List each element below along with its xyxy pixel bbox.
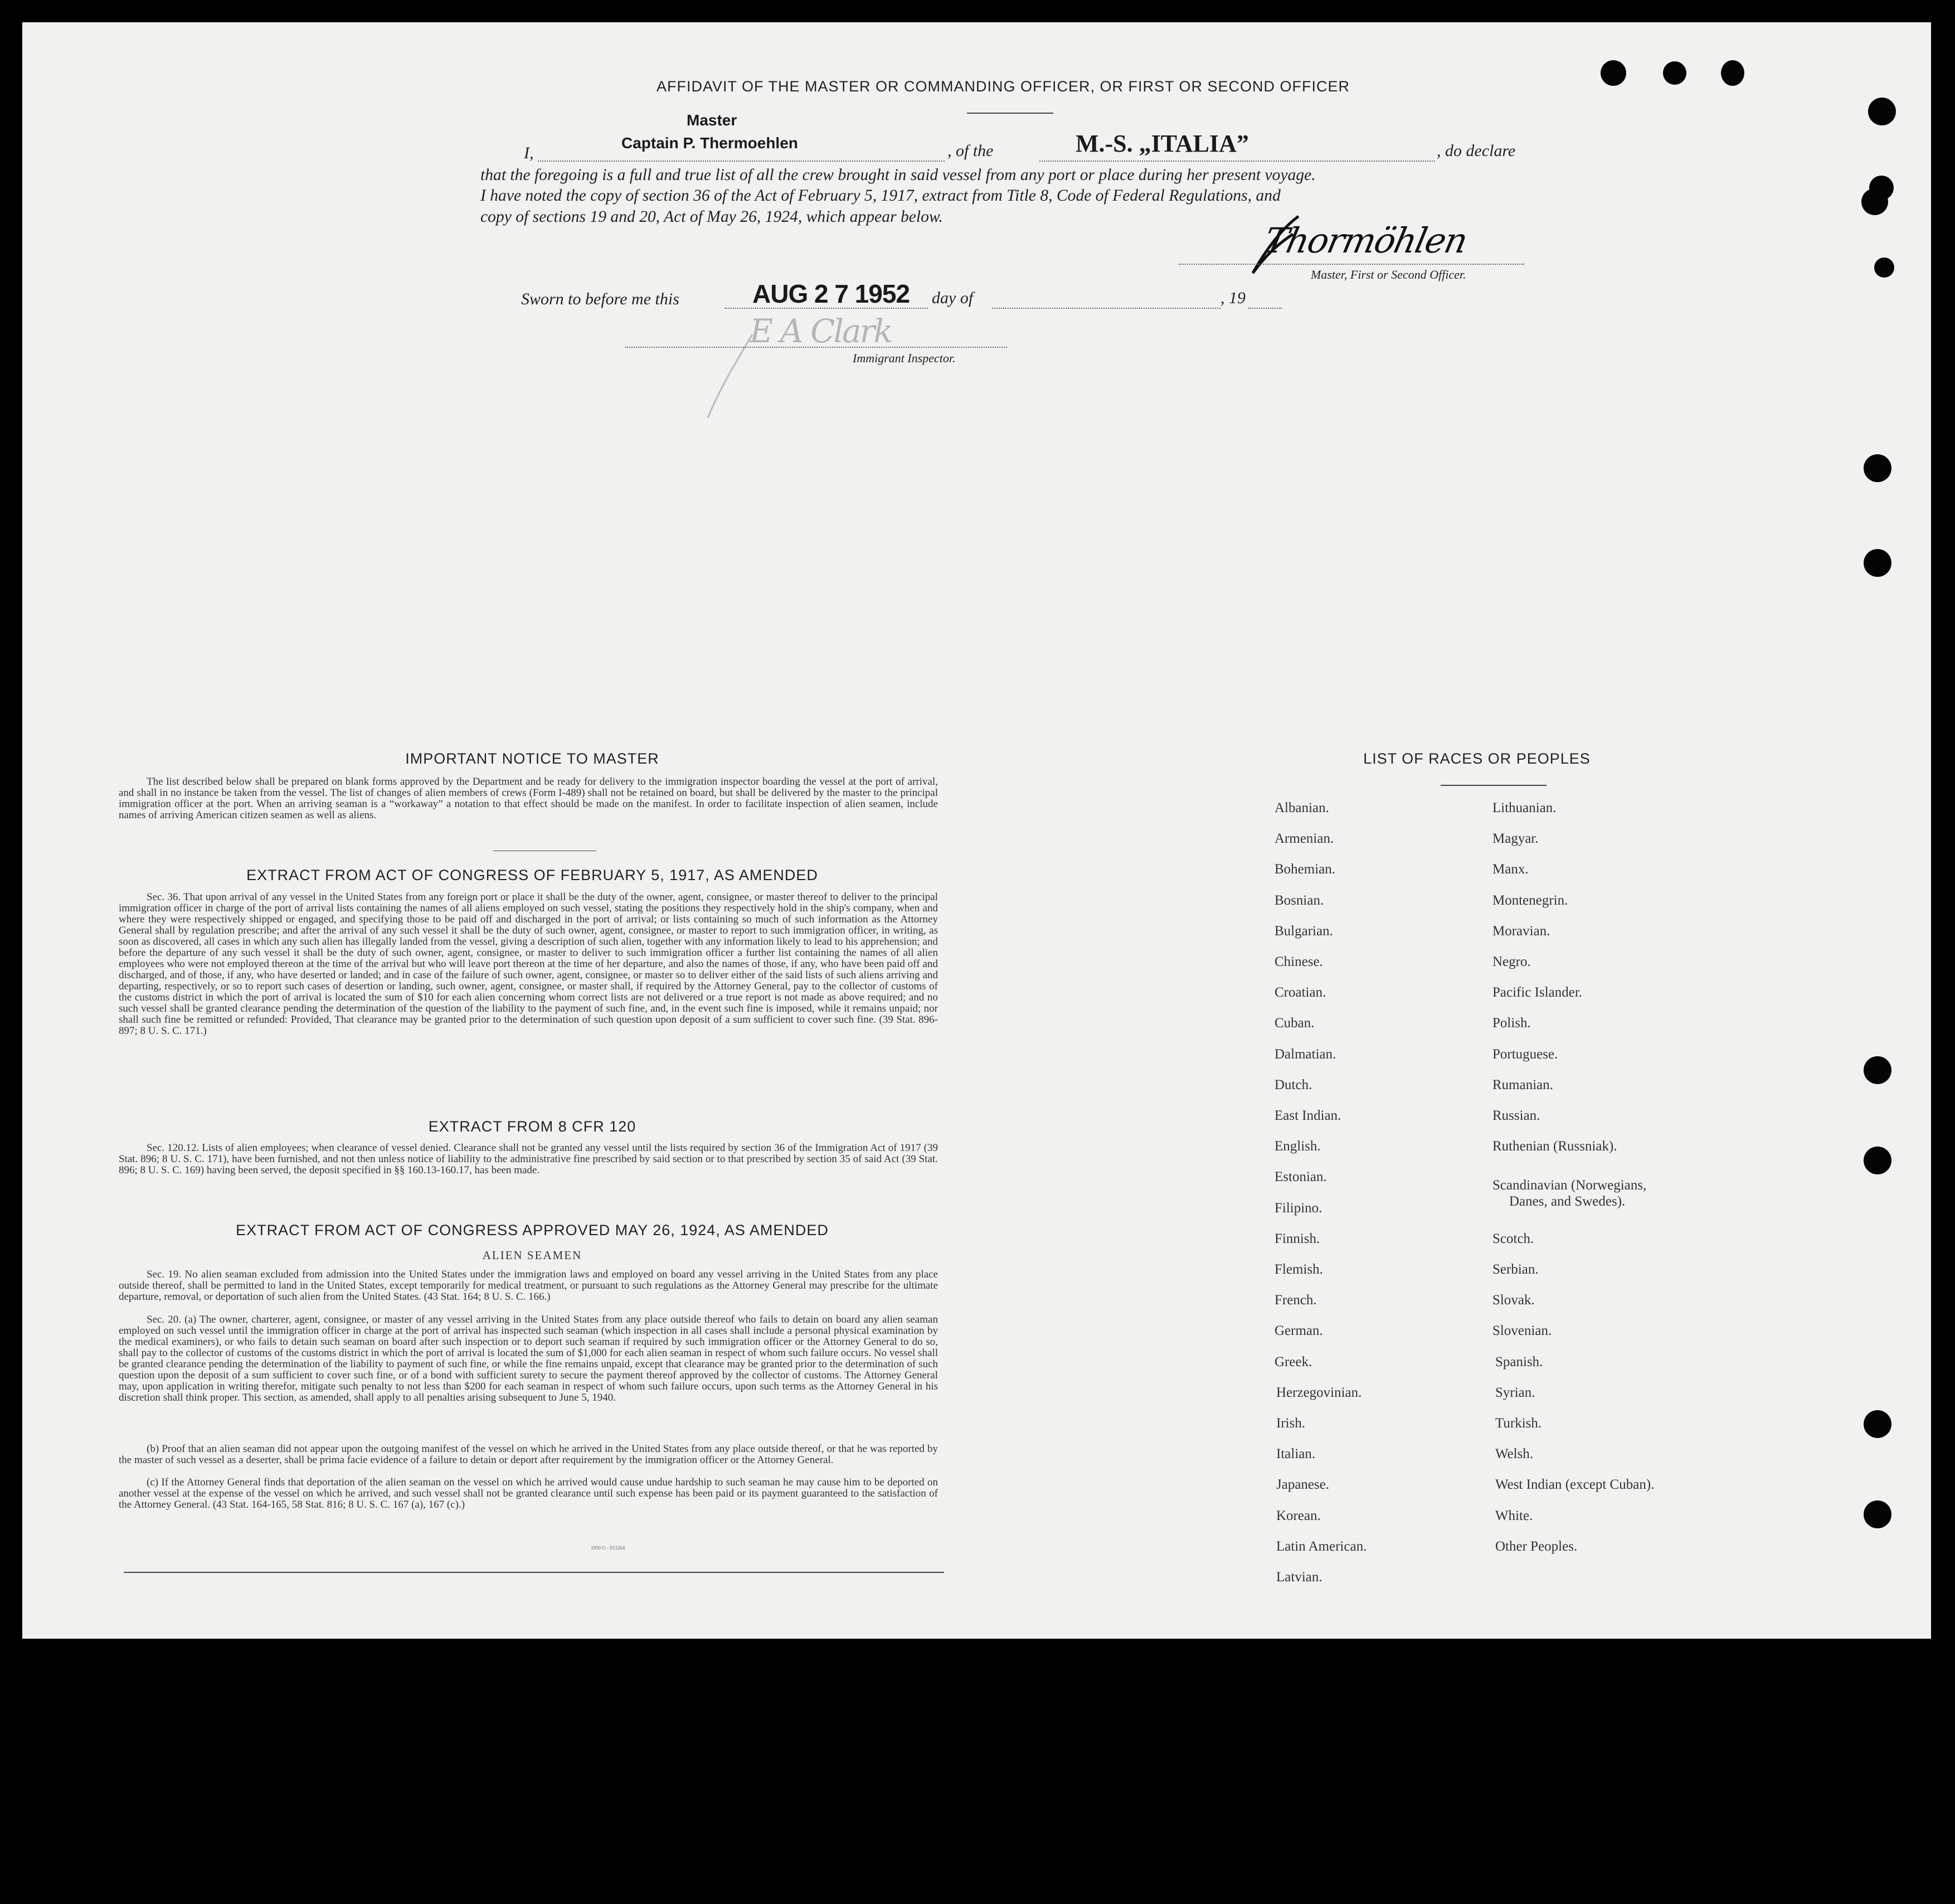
race-item: Montenegrin. xyxy=(1492,892,1568,908)
race-item: Russian. xyxy=(1492,1108,1540,1123)
race-item: Lithuanian. xyxy=(1492,800,1557,815)
punch-hole-right-6 xyxy=(1864,549,1891,577)
captain-name-line xyxy=(538,161,945,162)
race-item: Serbian. xyxy=(1492,1262,1539,1277)
race-item: White. xyxy=(1495,1508,1533,1523)
race-item: Japanese. xyxy=(1276,1477,1330,1493)
race-item: East Indian. xyxy=(1275,1108,1341,1123)
race-item: Turkish. xyxy=(1495,1416,1542,1431)
inspector-signature-line xyxy=(625,347,1007,348)
notice-title: IMPORTANT NOTICE TO MASTER xyxy=(405,750,659,767)
race-item: Italian. xyxy=(1276,1446,1316,1462)
race-item: Polish. xyxy=(1492,1016,1531,1031)
race-item: Dalmatian. xyxy=(1275,1046,1336,1062)
extract-1917-title: EXTRACT FROM ACT OF CONGRESS OF FEBRUARY 5, 1917, AS AMENDED xyxy=(246,867,818,883)
punch-hole-right-9 xyxy=(1864,1410,1891,1438)
race-item: Dutch. xyxy=(1275,1077,1312,1092)
day-of-label: day of xyxy=(932,289,974,307)
race-item: Other Peoples. xyxy=(1495,1538,1578,1554)
race-item: English. xyxy=(1275,1139,1321,1154)
races-title-underline xyxy=(1441,785,1547,786)
master-caption: Master, First or Second Officer. xyxy=(1311,268,1466,281)
race-item: Armenian. xyxy=(1275,831,1334,847)
race-item: West Indian (except Cuban). xyxy=(1495,1477,1655,1493)
sworn-date-line xyxy=(724,308,928,309)
race-item: Herzegovinian. xyxy=(1276,1385,1362,1400)
race-item: Latvian. xyxy=(1276,1570,1322,1585)
declaration-line-4: copy of sections 19 and 20, Act of May 26, 1924, which appear below. xyxy=(480,208,943,226)
punch-hole-right-8 xyxy=(1864,1147,1891,1174)
extract-1924-sec19: Sec. 19. No alien seaman excluded from admission into the United States under the immigration laws and employed on board any vessel arriving in the United States from any place outside thereof, shall be permitted to land in the United States, except temporarily for medical treatment, or pursuant to such regulations as the Attorney General may prescribe for the ultimate departure, removal, or deportation of such alien from the United States. (43 Stat. 164; 8 U. S. C. 166.) xyxy=(119,1269,938,1303)
punch-hole-right-10 xyxy=(1864,1500,1891,1528)
do-declare-label: , do declare xyxy=(1437,142,1516,160)
affidavit-title: AFFIDAVIT OF THE MASTER OR COMMANDING OFFICER, OR FIRST OR SECOND OFFICER xyxy=(656,78,1350,95)
race-item: Cuban. xyxy=(1275,1016,1315,1031)
race-item: Spanish. xyxy=(1495,1354,1543,1369)
inspector-signature: E A Clark xyxy=(750,312,892,350)
of-the-label: , of the xyxy=(947,142,994,160)
race-item: Estonian. xyxy=(1275,1169,1327,1185)
race-item: Rumanian. xyxy=(1492,1077,1554,1092)
extract-1924-sec20b: (b) Proof that an alien seaman did not appear upon the outgoing manifest of the vessel on which he arrived in the United States from any place outside thereof, or that he was reported by the master of such vessel as a deserter, shall be prima facie evidence of a failure to detain or deport after requirement by the immigration officer or the Attorney General. xyxy=(119,1443,938,1466)
race-item: Croatian. xyxy=(1275,985,1326,1000)
i-label: I, xyxy=(524,144,534,162)
race-item: French. xyxy=(1275,1293,1317,1308)
punch-hole-top-2 xyxy=(1663,61,1686,85)
race-item: Pacific Islander. xyxy=(1492,985,1583,1000)
extract-1924-title: EXTRACT FROM ACT OF CONGRESS APPROVED MAY 26, 1924, AS AMENDED xyxy=(236,1222,829,1238)
extract-cfr-title: EXTRACT FROM 8 CFR 120 xyxy=(428,1118,636,1135)
race-item: Syrian. xyxy=(1495,1385,1535,1400)
race-item: Irish. xyxy=(1276,1416,1306,1431)
punch-hole-right-1 xyxy=(1868,98,1896,125)
race-item: Latin American. xyxy=(1276,1538,1367,1554)
race-item: Magyar. xyxy=(1492,831,1539,847)
race-item: Manx. xyxy=(1492,862,1529,877)
race-item: Bohemian. xyxy=(1275,862,1336,877)
extract-1924-sec20a: Sec. 20. (a) The owner, charterer, agent, consignee, or master of any vessel arriving in the United States from any place outside thereof who fails to detain on board any alien seaman employed on such vessel until the immigration officer in charge at the port of arrival has inspected such seaman (which inspection in all cases shall include a personal physical examination by the medical examiners), or who fails to detain such seaman on board after such inspection or to deport such seaman if required by such immigration officer or the Attorney General to do so, shall pay to the collector of customs of the customs district in which the port of arrival is located the sum of $1,000 for each alien seaman in respect of whom such failure occurs. No vessel shall be granted clearance pending the determination of the liability to payment of such fine, or while the fine remains unpaid, except that clearance may be granted prior to the determination of such question upon the deposit of a sum sufficient to cover such fine, or of a bond with sufficient surety to secure the payment thereof approved by the collector of customs. The Attorney General may, upon application in writing therefor, mitigate such penalty to not less than $200 for each seaman in respect of whom such failure occurs, upon such terms as the Attorney General in his discretion shall think proper. This section, as amended, shall apply to all penalties arising subsequent to June 5, 1940. xyxy=(119,1314,938,1403)
race-item: Scotch. xyxy=(1492,1231,1534,1246)
race-item: Scandinavian (Norwegians, xyxy=(1492,1178,1647,1193)
race-item: Ruthenian (Russniak). xyxy=(1492,1139,1617,1154)
master-label: Master xyxy=(687,111,737,129)
race-item: Welsh. xyxy=(1495,1446,1534,1462)
race-item: Portuguese. xyxy=(1492,1046,1558,1062)
race-item: Slovak. xyxy=(1492,1293,1535,1308)
sworn-date-stamp: AUG 2 7 1952 xyxy=(752,279,910,308)
title-underline xyxy=(967,113,1053,114)
race-item: Korean. xyxy=(1276,1508,1321,1523)
printer-mark: 1950 O - 913264 xyxy=(591,1545,625,1551)
inspector-signature-stroke xyxy=(697,329,763,424)
punch-hole-right-4 xyxy=(1874,258,1894,278)
race-item: Moravian. xyxy=(1492,923,1550,939)
year-prefix: , 19 xyxy=(1220,289,1246,307)
vessel-name: M.-S. „ITALIA” xyxy=(1076,130,1249,157)
race-item: Greek. xyxy=(1275,1354,1312,1369)
race-item: Bosnian. xyxy=(1275,892,1324,908)
punch-hole-top-1 xyxy=(1601,60,1626,86)
extract-1924-sec20c: (c) If the Attorney General finds that deportation of the alien seaman on the vessel on which he arrived would cause undue hardship to such seaman he may cause him to be deported on another vessel at the expense of the vessel on which he arrived, and such vessel shall not be granted clearance until such expense has been paid or its payment guaranteed to the satisfaction of the Attorney General. (43 Stat. 164-165, 58 Stat. 816; 8 U. S. C. 167 (a), 167 (c).) xyxy=(119,1476,938,1510)
inspector-caption: Immigrant Inspector. xyxy=(853,351,956,365)
race-item: Negro. xyxy=(1492,954,1531,969)
race-item: Chinese. xyxy=(1275,954,1323,969)
punch-hole-right-3 xyxy=(1861,188,1888,215)
race-item: Danes, and Swedes). xyxy=(1509,1194,1626,1210)
race-item: German. xyxy=(1275,1323,1323,1339)
extract-1924-subtitle: ALIEN SEAMEN xyxy=(482,1249,582,1262)
sworn-label: Sworn to before me this xyxy=(521,290,679,308)
vessel-name-line xyxy=(1039,161,1435,162)
race-item: Flemish. xyxy=(1275,1262,1323,1277)
declaration-line-3: I have noted the copy of section 36 of the Act of February 5, 1917, extract from Title 8, Code of Federal Regulations, and xyxy=(480,187,1281,205)
punch-hole-top-3 xyxy=(1721,60,1744,86)
signature-flourish xyxy=(1243,212,1310,279)
punch-hole-right-5 xyxy=(1864,454,1891,482)
races-title: LIST OF RACES OR PEOPLES xyxy=(1363,750,1591,767)
declaration-line-2: that the foregoing is a full and true list of all the crew brought in said vessel from any port or place during her present voyage. xyxy=(480,166,1316,184)
bottom-rule xyxy=(124,1572,944,1573)
master-signature-line xyxy=(1179,264,1524,265)
day-of-line xyxy=(992,308,1220,309)
race-item: Albanian. xyxy=(1275,800,1329,815)
captain-name: Captain P. Thermoehlen xyxy=(621,134,798,152)
race-item: Bulgarian. xyxy=(1275,923,1333,939)
notice-text: The list described below shall be prepared on blank forms approved by the Department and be ready for delivery to the immigration inspector boarding the vessel at the port of arrival, and shall in no instance be taken from the vessel. The list of changes of alien members of crews (Form I-489) shall not be retained on board, but shall be delivered by the master to the principal immigration officer at the port. When an arriving seaman is a “workaway” a notation to that effect should be made on the manifest. In order to facilitate inspection of alien seamen, include names of arriving American citizen seamen as well as aliens. xyxy=(119,776,938,821)
master-signature: Thormöhlen xyxy=(1261,220,1471,261)
race-item: Filipino. xyxy=(1275,1200,1322,1216)
race-item: Finnish. xyxy=(1275,1231,1320,1246)
year-line xyxy=(1248,308,1282,309)
punch-hole-right-7 xyxy=(1864,1056,1891,1084)
race-item: Slovenian. xyxy=(1492,1323,1552,1339)
extract-1917-text: Sec. 36. That upon arrival of any vessel in the United States from any foreign port or place it shall be the duty of the owner, agent, consignee, or master thereof to deliver to the principal immigration officer in charge of the port of arrival lists containing the names of all aliens employed on such vessel, stating the positions they respectively hold in the ship's company, when and where they were respectively shipped or engaged, and specifying those to be paid off and discharged in the port of arrival; or lists containing so much of such information as the Attorney General shall by regulation prescribe; and after the arrival of any such vessel it shall be the duty of such owner, agent, consignee, or master to report to such immigration officer, in writing, as soon as discovered, all cases in which any such alien has illegally landed from the vessel, giving a description of such alien, together with any information likely to lead to his apprehension; and before the departure of any such vessel it shall be the duty of such owner, agent, consignee, or master to deliver to such immigration officer a further list containing the names of all alien employees who were not employed thereon at the time of the arrival but who will leave port thereon at the time of her departure, and also the names of those, if any, who have been paid off and discharged, and of those, if any, who have deserted or landed; and in case of the failure of such owner, agent, consignee, or master so to deliver either of the said lists of such aliens arriving and departing, respectively, or so to report such cases of desertion or landing, such owner, agent, consignee, or master shall, if required by the Attorney General, pay to the collector of customs of the customs district in which the port of arrival is located the sum of $10 for each alien concerning whom correct lists are not delivered or a true report is not made as above required; and no such vessel shall be granted clearance pending the determination of the question of the liability to the payment of such fine, and, in the event such fine is imposed, while it remains unpaid; nor shall such fine be remitted or refunded: Provided, That clearance may be granted prior to the determination of such question upon deposit of a sum sufficient to cover such fine. (39 Stat. 896-897; 8 U. S. C. 171.) xyxy=(119,891,938,1037)
extract-cfr-text: Sec. 120.12. Lists of alien employees; when clearance of vessel denied. Clearance shall not be granted any vessel until the lists required by section 36 of the Immigration Act of 1917 (39 Stat. 896; 8 U. S. C. 171), have been furnished, and not then unless notice of liability to the administrative fine prescribed by said section or to that prescribed by section 35 of said Act (39 Stat. 896; 8 U. S. C. 169) having been served, the deposit specified in §§ 160.13-160.17, has been made. xyxy=(119,1142,938,1176)
